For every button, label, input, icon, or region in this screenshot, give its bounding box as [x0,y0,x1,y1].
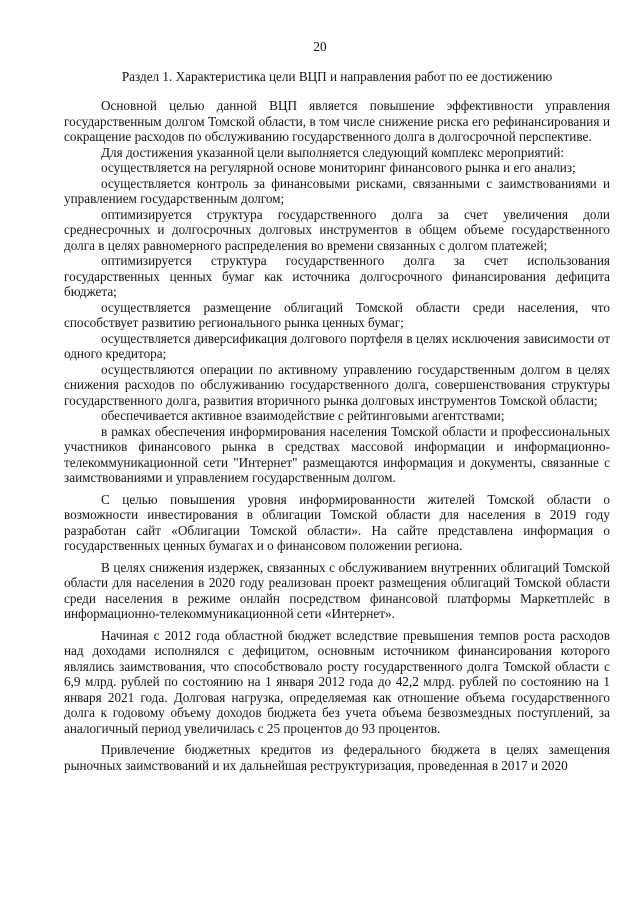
paragraph-website: С целью повышения уровня информированности жителей Томской области о возможности инвестирования в облигации Томской области для населения в 2019 году разработан сайт «Облигации Томской области». На сайте представлена информация о государственных ценных бумагах и о финансовом положении региона. [64,491,610,553]
list-item-active-management: осуществляются операции по активному управлению государственным долгом в целях снижения расходов по обслуживанию государственного долга, совершенствования структуры государственного долга, развития вторичного рынка долговых инструментов Томской области; [64,361,610,408]
paragraph-goal: Основной целью данной ВЦП является повышение эффективности управления государственным долгом Томской области, в том числе снижение риска его рефинансирования и сокращение расходов по обслуживанию государственного долга в долгосрочной перспективе. [64,98,610,144]
page-number: 20 [313,39,327,54]
list-item-bond-placement: осуществляется размещение облигаций Томской области среди населения, что способствует развитию регионального рынка ценных бумаг; [64,299,610,330]
list-item-rating-agencies: обеспечивается активное взаимодействие с рейтинговыми агентствами; [101,408,505,423]
paragraph-budget-credits: Привлечение бюджетных кредитов из федерального бюджета в целях замещения рыночных заимствований и их дальнейшая реструктуризация, проведенная в 2017 и 2020 [64,742,610,773]
section-title: Раздел 1. Характеристика цели ВЦП и направления работ по ее достижению [121,69,553,84]
list-item-public-information: в рамках обеспечения информирования населения Томской области и профессиональных участников финансового рынка в средствах массовой информации и информационно-телекоммуникационной сети "Интернет" размещаются информация и документы, связанные с заимствованиями и управлением государственным долгом. [64,423,610,485]
paragraph-marketplace: В целях снижения издержек, связанных с обслуживанием внутренних облигаций Томской области для населения в 2020 году реализован проект размещения облигаций Томской области среди населения в режиме онлайн посредством финансовой платформы Маркетплейс в информационно-телекоммуникационной сети «Интернет». [64,559,610,621]
document-body [64,98,610,773]
list-item-diversification: осуществляется диверсификация долгового портфеля в целях исключения зависимости от одного кредитора; [64,330,610,361]
list-item-structure-maturity: оптимизируется структура государственного долга за счет увеличения доли среднесрочных и долгосрочных долговых инструментов в общем объеме государственного долга в целях равномерного распределения во времени связанных с долгом платежей; [64,206,610,253]
list-item-structure-securities: оптимизируется структура государственного долга за счет использования государственных ценных бумаг как источника долгосрочного финансирования дефицита бюджета; [64,253,610,299]
list-item-monitoring: осуществляется на регулярной основе мониторинг финансового рынка и его анализ; [101,160,576,175]
list-item-risk-control: осуществляется контроль за финансовыми рисками, связанными с заимствованиями и управлением государственным долгом; [64,175,610,206]
paragraph-debt-growth: Начиная с 2012 года областной бюджет вследствие превышения темпов роста расходов над доходами исполнялся с дефицитом, основным источником финансирования которого являлись заимствования, что способствовало росту государственного долга Томской области с 6,9 млрд. рублей по состоянию на 1 января 2012 года до 42,2 млрд. рублей по состоянию на 1 января 2021 года. Долговая нагрузка, определяемая как отношение объема государственного долга к годовому объему доходов бюджета без учета объема безвозмездных поступлений, за аналогичный период увеличилась с 25 процентов до 93 процентов. [64,627,610,736]
paragraph-measures-intro: Для достижения указанной цели выполняется следующий комплекс мероприятий: [101,144,565,160]
